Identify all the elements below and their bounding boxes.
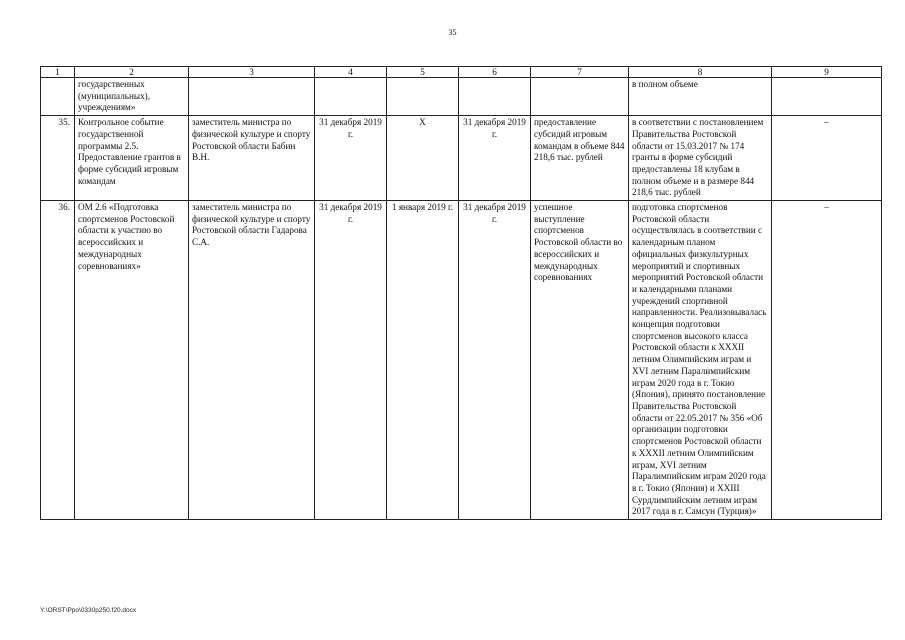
note: [772, 78, 882, 116]
row-number: 35.: [41, 116, 75, 201]
column-header: 1: [41, 67, 75, 78]
actual-status: в соответствии с постановлением Правительства Ростовской области от 15.03.2017 № 174 гранты в форме субсидий предоставлены 18 клубам в полном объеме и в размере 844 218,6 тыс. рублей: [629, 116, 772, 201]
column-header: 2: [75, 67, 189, 78]
planned-result: успешное выступление спортсменов Ростовской области во всероссийских и международных соревнованиях: [531, 201, 629, 520]
start-date: 1 января 2019 г.: [387, 201, 459, 520]
table-header-row: [41, 67, 882, 78]
planned-date: 31 декабря 2019 г.: [315, 201, 387, 520]
note: –: [772, 201, 882, 520]
responsible-person: заместитель министра по физической культуре и спорту Ростовской области Бабин В.Н.: [189, 116, 315, 201]
report-table: [40, 66, 882, 520]
planned-date: [315, 78, 387, 116]
start-date: Х: [387, 116, 459, 201]
event-name: ОМ 2.6 «Подготовка спортсменов Ростовской области к участию во всероссийских и международных соревнованиях»: [75, 201, 189, 520]
table-row: [41, 201, 882, 520]
end-date: 31 декабря 2019 г.: [459, 116, 531, 201]
event-name: государственных (муниципальных), учреждениям»: [75, 78, 189, 116]
page-number: 35: [448, 28, 457, 37]
planned-result: [531, 78, 629, 116]
actual-status: подготовка спортсменов Ростовской области осуществлялась в соответствии с календарным планом официальных физкультурных мероприятий и спортивных мероприятий Ростовской области и календарными планами учреждений спортивной направленности. Реализовывалась концепция подготовки спортсменов высокого класса Ростовской области к XXXII летним Олимпийским играм и XVI летним Паралимпийским играм 2020 года в г. Токио (Япония), принято постановление Правительства Ростовской области от 22.05.2017 № 356 «Об организации подготовки спортсменов Ростовской области к XXXII летним Олимпийским играм, XVI летним Паралимпийским играм 2020 года в г. Токио (Япония) и XXIII Сурдлимпийским летним играм 2017 года в г. Самсун (Турция)»: [629, 201, 772, 520]
start-date: [387, 78, 459, 116]
event-name: Контрольное событие государственной программы 2.5. Предоставление грантов в форме субсидий игровым командам: [75, 116, 189, 201]
column-header: 6: [459, 67, 531, 78]
table-row: [41, 116, 882, 201]
note: –: [772, 116, 882, 201]
actual-status: в полном объеме: [629, 78, 772, 116]
planned-result: предоставление субсидий игровым командам в объеме 844 218,6 тыс. рублей: [531, 116, 629, 201]
column-header: 9: [772, 67, 882, 78]
planned-date: 31 декабря 2019 г.: [315, 116, 387, 201]
column-header: 8: [629, 67, 772, 78]
table-row: [41, 78, 882, 116]
row-number: [41, 78, 75, 116]
column-header: 3: [189, 67, 315, 78]
responsible-person: [189, 78, 315, 116]
end-date: 31 декабря 2019 г.: [459, 201, 531, 520]
column-header: 5: [387, 67, 459, 78]
column-header: 7: [531, 67, 629, 78]
row-number: 36.: [41, 201, 75, 520]
responsible-person: заместитель министра по физической культуре и спорту Ростовской области Гадарова С.А.: [189, 201, 315, 520]
footer-file-path: Y:\ORST\Ppo\0330p250.f20.docx: [40, 607, 137, 614]
column-header: 4: [315, 67, 387, 78]
end-date: [459, 78, 531, 116]
